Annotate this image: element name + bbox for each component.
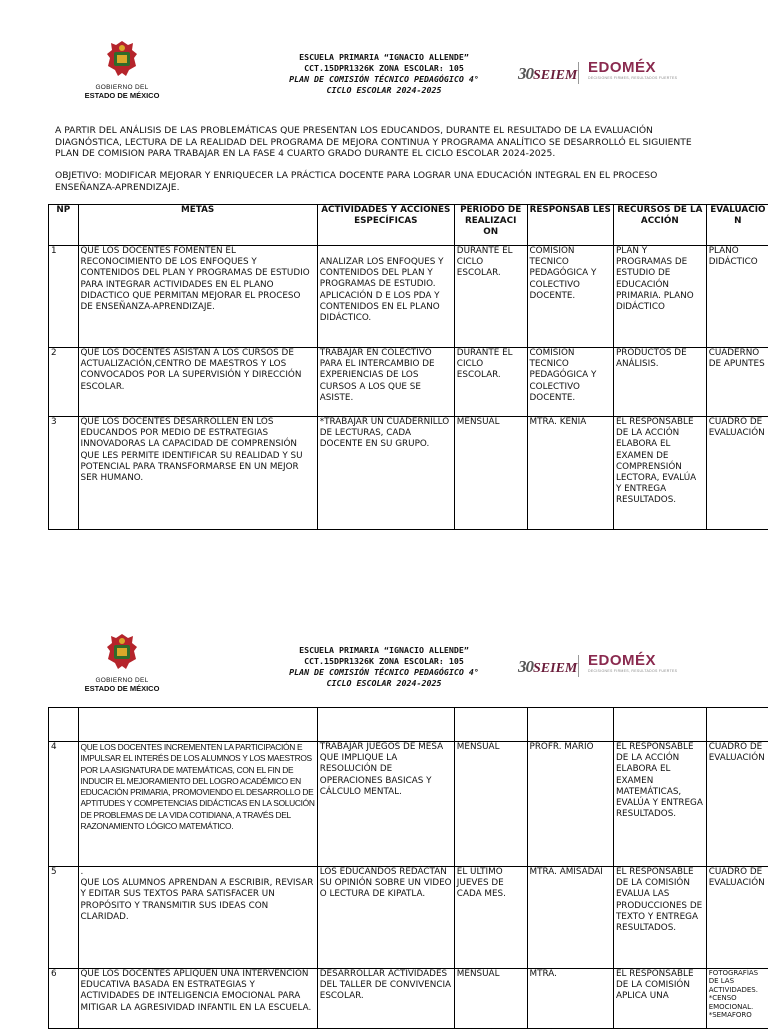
cell-responsables: COMISION TECNICO PEDAGÓGICA Y COLECTIVO DOCENTE. [527,246,613,348]
plan-table-page-1 [48,204,768,530]
cell-np: 6 [49,969,79,1029]
plan-title: PLAN DE COMISIÓN TÉCNICO PEDAGÓGICO 4° [262,74,506,85]
seiem-logo: 30SEIEM [518,64,577,84]
cell-responsables: MTRA. [527,969,613,1029]
cell-recursos: PRODUCTOS DE ANÁLISIS. [613,348,706,417]
cell-meta: QUE LOS DOCENTES DESARROLLEN EN LOS EDUCANDOS POR MEDIO DE ESTRATEGIAS INNOVADORAS LA CAPACIDAD DE COMPRENSIÓN QUE LES PERMITE IDENTIFICAR SU REALIDAD Y SU POTENCIAL PARA TRANSFORMARSE EN UN MEJOR SER HUMANO. [78,417,317,530]
school-cct: CCT.15DPR1326K ZONA ESCOLAR: 105 [262,63,506,74]
cell-responsables: MTRA. KENIA [527,417,613,530]
edomex-logo: EDOMÉX DECISIONES FIRMES, RESULTADOS FUERTES [588,652,677,673]
cell-responsables: PROFR. MARIO [527,742,613,867]
cell-evaluacion: CUADERNO DE APUNTES [706,348,768,417]
table-row [49,969,768,1029]
cell-responsables: COMISION TECNICO PEDAGÓGICA Y COLECTIVO DOCENTE. [527,348,613,417]
document-page-1 [0,40,768,110]
meta-prefix: . [81,867,315,878]
meta-text: QUE LOS ALUMNOS APRENDAN A ESCRIBIR, REVISAR Y EDITAR SUS TEXTOS PARA SATISFACER UN PROPÓSITO Y TRANSMITIR SUS IDEAS CON CLARIDAD. [81,878,315,923]
header-actividades: ACTIVIDADES Y ACCIONES ESPECÍFICAS [317,205,454,246]
gobierno-estado-mexico-logo [72,40,172,100]
gov-line1: GOBIERNO DEL [72,84,172,91]
cell-periodo: MENSUAL [454,742,527,867]
header-recursos: RECURSOS DE LA ACCIÓN [613,205,706,246]
header-responsables: RESPONSAB LES [527,205,613,246]
cell-recursos: EL RESPONSABLE DE LA ACCIÓN ELABORA EL EXAMEN MATEMÁTICAS, EVALÚA Y ENTREGA RESULTADOS. [613,742,706,867]
school-name: ESCUELA PRIMARIA “IGNACIO ALLENDE” [262,645,506,656]
cell-recursos: EL RESPONSABLE DE LA COMISIÓN EVALUA LAS PRODUCCIONES DE TEXTO Y ENTREGA RESULTADOS. [613,867,706,969]
edomex-logo: EDOMÉX DECISIONES FIRMES, RESULTADOS FUERTES [588,59,677,80]
table-row [49,417,768,530]
cell-np: 1 [49,246,79,348]
school-name: ESCUELA PRIMARIA “IGNACIO ALLENDE” [262,52,506,63]
header-periodo: PERIODO DE REALIZACI ON [454,205,527,246]
table-row [49,246,768,348]
cell-np: 4 [49,742,79,867]
cell-meta: QUE LOS DOCENTES ASISTAN A LOS CURSOS DE ACTUALIZACIÓN,CENTRO DE MAESTROS Y LOS CONVOCADOS POR LA SUPERVISIÓN Y DIRECCIÓN ESCOLAR. [78,348,317,417]
cell-recursos: EL RESPONSABLE DE LA COMISIÓN APLICA UNA [613,969,706,1029]
cell-evaluacion: FOTOGRAFÍAS DE LAS ACTIVIDADES. *CENSO EMOCIONAL. *SEMAFORO [706,969,768,1029]
cell-actividades: TRABAJAR JUEGOS DE MESA QUE IMPLIQUE LA RESOLUCIÓN DE OPERACIONES BASICAS Y CÁLCULO MENTAL. [317,742,454,867]
table-row [49,867,768,969]
plan-table-page-2 [48,707,768,1029]
cell-evaluacion: CUADRO DE EVALUACIÓN [706,417,768,530]
gov-line2: ESTADO DE MÉXICO [72,684,172,693]
intro-paragraph: A PARTIR DEL ANÁLISIS DE LAS PROBLEMÁTICAS QUE PRESENTAN LOS EDUCANDOS, DURANTE EL RESULTADO DE LA EVALUACIÓN DIAGNÓSTICA, LECTURA DE LA REALIDAD DEL PROGRAMA DE MEJORA CONTINUA Y PROGRAMA ANALÍTICO SE DESARROLLÓ EL SIGUIENTE PLAN DE COMISION PARA TRABAJAR EN LA FASE 4 CUARTO GRADO DURANTE EL CICLO ESCOLAR 2024-2025. [55,125,715,160]
cell-periodo: DURANTE EL CICLO ESCOLAR. [454,348,527,417]
school-cycle: CICLO ESCOLAR 2024-2025 [262,678,506,689]
cell-np: 2 [49,348,79,417]
table-row [49,348,768,417]
cell-evaluacion: PLANO DIDÁCTICO [706,246,768,348]
cell-np: 5 [49,867,79,969]
header-metas: METAS [78,205,317,246]
cell-meta: QUE LOS DOCENTES FOMENTEN EL RECONOCIMIENTO DE LOS ENFOQUES Y CONTENIDOS DEL PLAN Y PROGRAMAS DE ESTUDIO PARA INTEGRAR ACTIVIDADES EN EL PLANO DIDACTICO QUE PERMITAN MEJORAR EL PROCESO DE ENSEÑANZA-APRENDIZAJE. [78,246,317,348]
logo-divider [578,655,579,677]
cell-meta [78,867,317,969]
empty-table-row [49,708,768,742]
plan-title: PLAN DE COMISIÓN TÉCNICO PEDAGÓGICO 4° [262,667,506,678]
cell-evaluacion: CUADRO DE EVALUACIÓN [706,742,768,867]
school-cycle: CICLO ESCOLAR 2024-2025 [262,85,506,96]
cell-actividades: DESARROLLAR ACTIVIDADES DEL TALLER DE CONVIVENCIA ESCOLAR. [317,969,454,1029]
school-header-text [262,52,506,96]
coat-of-arms-icon [105,633,139,671]
page-header [0,633,768,703]
cell-actividades: *TRABAJAR UN CUADERNILLO DE LECTURAS, CADA DOCENTE EN SU GRUPO. [317,417,454,530]
header-np: NP [49,205,79,246]
cell-actividades: TRABAJAR EN COLECTIVO PARA EL INTERCAMBIO DE EXPERIENCIAS DE LOS CURSOS A LOS QUE SE ASISTE. [317,348,454,417]
header-evaluacion: EVALUACIO N [706,205,768,246]
cell-periodo: MENSUAL [454,417,527,530]
cell-periodo: MENSUAL [454,969,527,1029]
cell-meta: QUE LOS DOCENTES APLIQUEN UNA INTERVENCIÓN EDUCATIVA BASADA EN ESTRATEGIAS Y ACTIVIDADES DE INTELIGENCIA EMOCIONAL PARA MITIGAR LA AGRESIVIDAD INFANTIL EN LA ESCUELA. [78,969,317,1029]
school-cct: CCT.15DPR1326K ZONA ESCOLAR: 105 [262,656,506,667]
seiem-logo: 30SEIEM [518,657,577,677]
cell-np: 3 [49,417,79,530]
cell-periodo: DURANTE EL CICLO ESCOLAR. [454,246,527,348]
gobierno-estado-mexico-logo [72,633,172,693]
school-header-text [262,645,506,689]
cell-actividades: ANALIZAR LOS ENFOQUES Y CONTENIDOS DEL PLAN Y PROGRAMAS DE ESTUDIO. APLICACIÓN D E LOS PDA Y CONTENIDOS EN EL PLANO DIDÁCTICO. [317,246,454,348]
gov-line1: GOBIERNO DEL [72,677,172,684]
objective-paragraph: OBJETIVO: MODIFICAR MEJORAR Y ENRIQUECER LA PRÁCTICA DOCENTE PARA LOGRAR UNA EDUCACIÓN INTEGRAL EN EL PROCESO ENSEÑANZA-APRENDIZAJE. [55,170,715,193]
table-row [49,742,768,867]
table-header-row [49,205,768,246]
cell-evaluacion: CUADRO DE EVALUACIÓN [706,867,768,969]
cell-actividades: LOS EDUCANDOS REDACTAN SU OPINIÓN SOBRE UN VIDEO O LECTURA DE KIPATLA. [317,867,454,969]
document-page-2 [0,633,768,703]
cell-responsables: MTRA. AMISADAI [527,867,613,969]
cell-meta: QUE LOS DOCENTES INCREMENTEN LA PARTICIPACIÓN E IMPULSAR EL INTERÉS DE LOS ALUMNOS Y LOS MAESTROS POR LA ASIGNATURA DE MATEMÁTICAS, CON EL FIN DE INDUCIR EL MEJORAMIENTO DEL LOGRO ACADÉMICO EN EDUCACIÓN PRIMARIA, PROMOVIENDO EL DESARROLLO DE APTITUDES Y COMPETENCIAS DIDÁCTICAS EN LA SOLUCIÓN DE PROBLEMAS DE LA VIDA COTIDIANA, A TRAVÉS DEL RAZONAMIENTO LÓGICO MATEMÁTICO. [78,742,317,867]
cell-recursos: EL RESPONSABLE DE LA ACCIÓN ELABORA EL EXAMEN DE COMPRENSIÓN LECTORA, EVALÚA Y ENTREGA RESULTADOS. [613,417,706,530]
cell-periodo: EL ÚLTIMO JUEVES DE CADA MES. [454,867,527,969]
coat-of-arms-icon [105,40,139,78]
page-header [0,40,768,110]
logo-divider [578,62,579,84]
cell-recursos: PLAN Y PROGRAMAS DE ESTUDIO DE EDUCACIÓN PRIMARIA. PLANO DIDÁCTICO [613,246,706,348]
gov-line2: ESTADO DE MÉXICO [72,91,172,100]
